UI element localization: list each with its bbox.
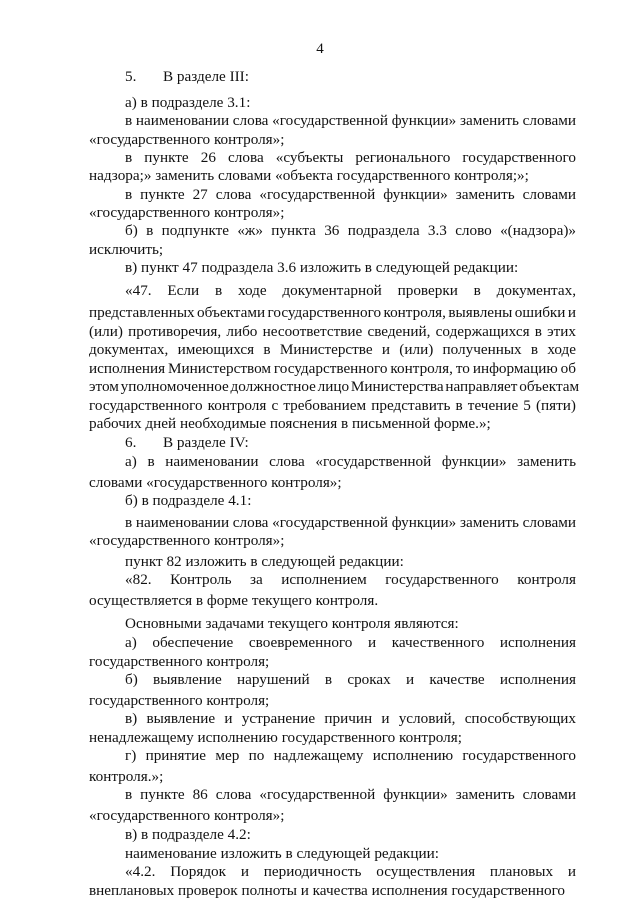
paragraph-line: Основными задачами текущего контроля являются: <box>125 615 459 632</box>
section-title: В разделе IV: <box>163 434 249 451</box>
paragraph-line: (или) противоречия, либо несоответствие сведений, содержащихся в этих <box>89 323 576 340</box>
section-heading <box>125 433 576 453</box>
paragraph-line: этом уполномоченное должностное лицо Министерства направляет объектам <box>89 378 580 395</box>
paragraph-line: внеплановых проверок полноты и качества исполнения государственного <box>89 882 566 899</box>
paragraph-line: в) пункт 47 подраздела 3.6 изложить в следующей редакции: <box>125 259 519 276</box>
section-heading <box>125 67 576 87</box>
paragraph-line: контроля.»; <box>89 768 164 785</box>
section-number: 5. <box>125 68 137 85</box>
section-number: 6. <box>125 434 137 451</box>
paragraph-line: в) в подразделе 4.2: <box>125 826 251 843</box>
paragraph-line: а) в подразделе 3.1: <box>125 94 251 111</box>
paragraph-line: исполнения Министерством государственного контроля, то информацию об <box>89 360 576 377</box>
paragraph-line: «82. Контроль за исполнением государственного контроля <box>125 571 576 588</box>
paragraph-line: в пункте 27 слова «государственной функции» заменить словами <box>125 186 576 203</box>
page-number: 4 <box>316 41 324 57</box>
paragraph-line: а) в наименовании слова «государственной функции» заменить <box>125 453 576 470</box>
paragraph-line: «4.2. Порядок и периодичность осуществления плановых и <box>125 863 576 880</box>
section-title: В разделе III: <box>163 68 249 85</box>
paragraph-line: б) в подпункте «ж» пункта 36 подраздела 3.3 слово «(надзора)» <box>125 222 576 239</box>
paragraph-line: надзора;» заменить словами «объекта государственного контроля;»; <box>89 167 529 184</box>
paragraph-line: осуществляется в форме текущего контроля. <box>89 592 379 609</box>
paragraph-line: а) обеспечение своевременного и качественного исполнения <box>125 634 576 651</box>
paragraph-line: «государственного контроля»; <box>89 131 285 148</box>
paragraph-line: государственного контроля; <box>89 653 270 670</box>
paragraph-line: словами «государственного контроля»; <box>89 474 342 491</box>
paragraph-line: в пункте 26 слова «субъекты регионального государственного <box>125 149 576 166</box>
paragraph-line: государственного контроля; <box>89 692 270 709</box>
paragraph-line: в наименовании слова «государственной функции» заменить словами <box>125 514 576 531</box>
paragraph-line: «государственного контроля»; <box>89 807 285 824</box>
paragraph-line: исключить; <box>89 241 164 258</box>
paragraph-line: «государственного контроля»; <box>89 204 285 221</box>
paragraph-line: «47. Если в ходе документарной проверки в документах, <box>125 282 576 299</box>
paragraph-line: представленных объектами государственного контроля, выявлены ошибки и <box>89 304 576 321</box>
paragraph-line: документах, имеющихся в Министерстве и (или) полученных в ходе <box>89 341 576 358</box>
paragraph-line: в) выявление и устранение причин и условий, способствующих <box>125 710 576 727</box>
paragraph-line: рабочих дней необходимые пояснения в письменной форме.»; <box>89 415 491 432</box>
paragraph-line: б) в подразделе 4.1: <box>125 492 252 509</box>
paragraph-line: наименование изложить в следующей редакции: <box>125 845 439 862</box>
paragraph-line: государственного контроля с требованием представить в течение 5 (пяти) <box>89 397 576 414</box>
paragraph-line: в наименовании слова «государственной функции» заменить словами <box>125 112 576 129</box>
paragraph-line: б) выявление нарушений в сроках и качестве исполнения <box>125 671 576 688</box>
paragraph-line: ненадлежащему исполнению государственного контроля; <box>89 729 462 746</box>
paragraph-line: в пункте 86 слова «государственной функции» заменить словами <box>125 786 576 803</box>
paragraph-line: г) принятие мер по надлежащему исполнению государственного <box>125 747 576 764</box>
paragraph-line: пункт 82 изложить в следующей редакции: <box>125 553 404 570</box>
paragraph-line: «государственного контроля»; <box>89 532 285 549</box>
